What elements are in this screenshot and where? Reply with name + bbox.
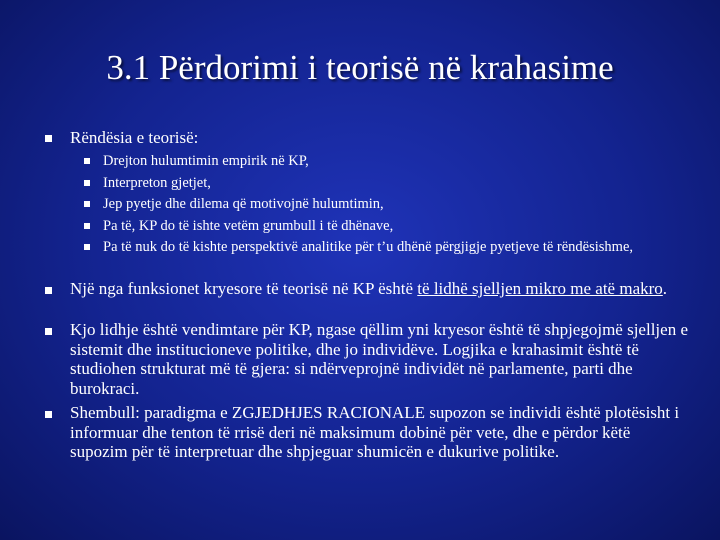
sub-bullet-marker-icon	[84, 201, 90, 207]
sub-bullet-text: Pa të, KP do të ishte vetëm grumbull i të dhënave,	[103, 218, 394, 234]
sub-bullet-text: Pa të nuk do të kishte perspektivë analitike për t’u dhënë përgjigje pyetjeve të rëndësishme,	[103, 239, 634, 255]
bullet-marker-icon	[45, 328, 52, 335]
sub-bullet-text: Drejton hulumtimin empirik në KP,	[103, 153, 309, 169]
sub-bullet-text: Interpreton gjetjet,	[103, 175, 211, 191]
bullet-text-part: Një nga funksionet kryesore të teorisë në KP është	[70, 279, 418, 298]
bullet-text	[70, 279, 690, 299]
underlined-phrase: të lidhë sjelljen mikro me atë makro	[417, 279, 663, 298]
sub-bullet-marker-icon	[84, 244, 90, 250]
sub-bullet-marker-icon	[84, 158, 90, 164]
sub-bullet-marker-icon	[84, 180, 90, 186]
bullet-text: Shembull: paradigma e ZGJEDHJES RACIONALE supozon se individi është plotësisht i informuar dhe tenton të rrisë deri në maksimum dobinë për vete, dhe e përdor këtë supozim për të interpretuar dhe shpjeguar shumicën e dukurive politike.	[70, 403, 680, 461]
bullet-marker-icon	[45, 287, 52, 294]
bullet-text: Rëndësia e teorisë:	[70, 128, 199, 147]
bullet-marker-icon	[45, 135, 52, 142]
sub-bullet-text: Jep pyetje dhe dilema që motivojnë hulumtimin,	[103, 196, 384, 212]
bullet-text: Kjo lidhje është vendimtare për KP, ngase qëllim yni kryesor është të shpjegojmë sjelljen e sistemit dhe institucioneve politike, dhe jo individëve. Logjika e krahasimit është të studiohen strukturat më të gjera: si ndërveprojnë individët në parlamente, parti dhe burokraci.	[70, 320, 688, 398]
sub-bullet-marker-icon	[84, 223, 90, 229]
bullet-marker-icon	[45, 411, 52, 418]
slide-title: 3.1 Përdorimi i teorisë në krahasime	[106, 48, 614, 87]
bullet-text-part: .	[662, 279, 668, 298]
